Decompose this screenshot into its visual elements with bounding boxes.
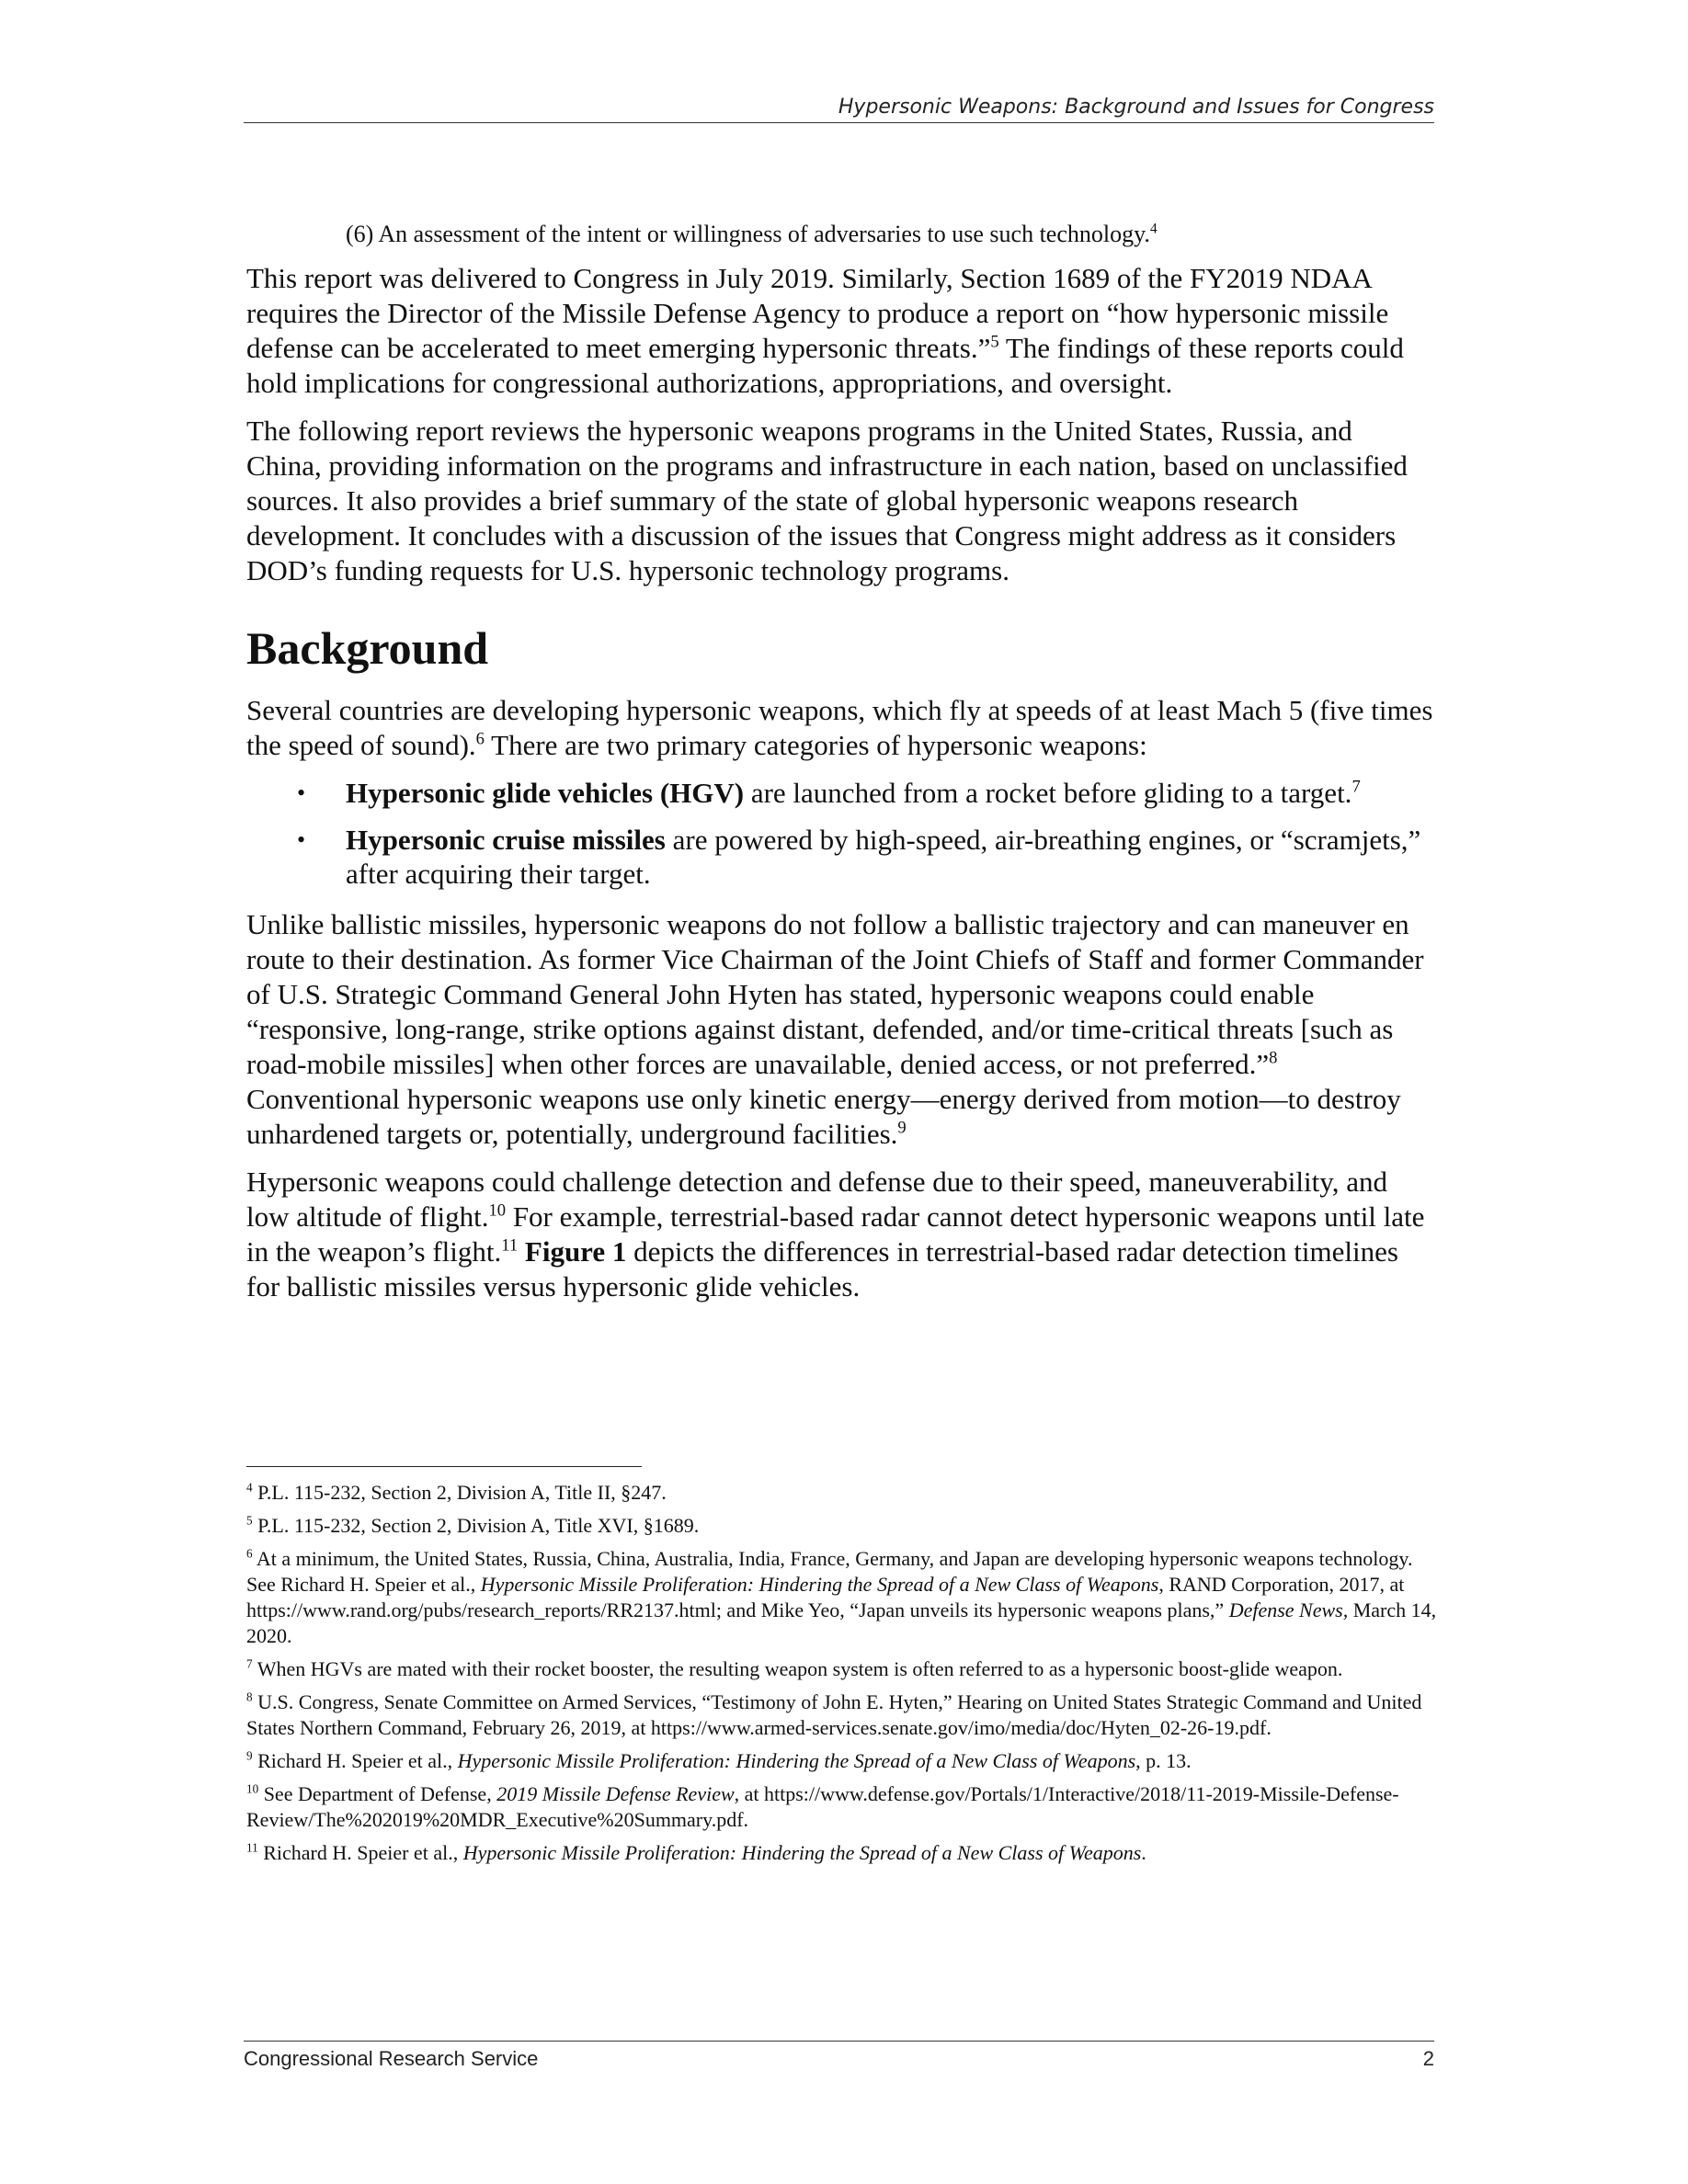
footnote-text: March 14, 2020.	[246, 1598, 1437, 1647]
paragraph-4-text-a: Unlike ballistic missiles, hypersonic weapons do not follow a ballistic trajectory and can maneuver en route to their destination. As former Vice Chairman of the Joint Chiefs of Staff and former Commander of U.S. Strategic Command General John Hyten has stated, hypersonic weapons could enable “responsive, long-range, strike options against distant, defended, and/or time-critical threats [such as road-mobile missiles] when other forces are unavailable, denied access, or not preferred.”	[246, 908, 1424, 1080]
footnote-number: 11	[246, 1840, 258, 1855]
footnote-ref[interactable]: 7	[1352, 777, 1361, 797]
footnote-number: 8	[246, 1689, 253, 1704]
paragraph-1-text-b: The findings of these reports could hold implications for congressional authorizations, appropriations, and oversight.	[246, 332, 1404, 399]
paragraph-4-text-b: Conventional hypersonic weapons use only kinetic energy—energy derived from motion—to destroy unhardened targets or, potentially, underground facilities.	[246, 1083, 1401, 1150]
footnote-number: 7	[246, 1656, 253, 1671]
footnote-text: , p. 13.	[1135, 1749, 1192, 1772]
paragraph-3-text-b: There are two primary categories of hypersonic weapons:	[484, 729, 1147, 761]
footnote-ref[interactable]: 9	[897, 1118, 907, 1138]
footnote-citation-title: Defense News,	[1228, 1598, 1349, 1621]
footnote-ref[interactable]: 8	[1269, 1048, 1278, 1068]
footnote-text: P.L. 115-232, Section 2, Division A, Title XVI, §1689.	[257, 1514, 700, 1537]
footnote-citation-title: Hypersonic Missile Proliferation: Hindering the Spread of a New Class of Weapons	[457, 1749, 1136, 1772]
list-item-6-text: (6) An assessment of the intent or willingness of adversaries to use such technology.	[346, 221, 1150, 247]
footnote-citation-title: Hypersonic Missile Proliferation: Hindering the Spread of a New Class of Weapons	[480, 1573, 1159, 1596]
footnote-citation-title: Hypersonic Missile Proliferation: Hindering the Spread of a New Class of Weapons	[462, 1841, 1142, 1864]
footnote-divider	[246, 1466, 642, 1467]
paragraph-5-text-b: For example, terrestrial-based radar cannot detect hypersonic weapons until late in the weapon’s flight.	[246, 1200, 1425, 1268]
body-text	[246, 221, 1434, 1317]
footnote-text: U.S. Congress, Senate Committee on Armed Services, “Testimony of John E. Hyten,” Hearing on United States Strategic Command and United States Northern Command, February 26, 2019, at https://www.armed-services.senate.gov/imo/media/doc/Hyten_02-26-19.pdf.	[246, 1690, 1422, 1739]
footnote-number: 5	[246, 1513, 253, 1528]
paragraph-1-text-a: This report was delivered to Congress in July 2019. Similarly, Section 1689 of the FY2019 NDAA requires the Director of the Missile Defense Agency to produce a report on “how hypersonic missile defense can be accelerated to meet emerging hypersonic threats.”	[246, 262, 1389, 364]
running-footer	[244, 2041, 1434, 2071]
footnote-ref[interactable]: 5	[990, 332, 999, 352]
footnote-number: 10	[246, 1781, 259, 1796]
footnote-item	[246, 1781, 1437, 1833]
footnote-item	[246, 1656, 1437, 1682]
footnote-text: P.L. 115-232, Section 2, Division A, Title II, §247.	[257, 1481, 667, 1504]
footnote-text: See Department of Defense,	[263, 1782, 497, 1805]
bullet-item-term: Hypersonic glide vehicles (HGV)	[346, 777, 745, 809]
footnote-number: 6	[246, 1546, 253, 1561]
footnote-citation-title: 2019 Missile Defense Review	[496, 1782, 735, 1805]
footnote-text: Richard H. Speier et al.,	[263, 1841, 463, 1864]
paragraph-5-text-c: depicts the differences in terrestrial-based radar detection timelines for ballistic missiles versus hypersonic glide vehicles.	[246, 1235, 1398, 1302]
paragraph-2: The following report reviews the hypersonic weapons programs in the United States, Russia, and China, providing information on the programs and infrastructure in each nation, based on unclassified sources. It also provides a brief summary of the state of global hypersonic weapons research development. It concludes with a discussion of the issues that Congress might address as it considers DOD’s funding requests for U.S. hypersonic technology programs.	[246, 415, 1408, 586]
list-item-6	[246, 221, 1434, 248]
section-heading: Background	[246, 622, 489, 674]
footnote-ref[interactable]: 11	[501, 1235, 519, 1256]
footnote-text: At a minimum, the United States, Russia, China, Australia, India, France, Germany, and Japan are developing hypersonic weapons technology. See Richard H. Speier et al.,	[246, 1547, 1413, 1596]
footnote-item	[246, 1748, 1437, 1774]
footnote-text: Richard H. Speier et al.,	[257, 1749, 458, 1772]
footnote-number: 4	[246, 1480, 253, 1495]
footer-publisher: Congressional Research Service	[244, 2047, 539, 2070]
paragraph-1	[246, 261, 1434, 401]
footnote-number: 9	[246, 1748, 253, 1763]
bullet-item-text: are launched from a rocket before gliding to a target.	[744, 777, 1352, 809]
footnote-text: , RAND Corporation, 2017, at https://www.rand.org/pubs/research_reports/RR2137.html; and Mike Yeo, “Japan unveils its hypersonic weapons plans,”	[246, 1573, 1405, 1621]
running-header-title: Hypersonic Weapons: Background and Issues for Congress	[838, 96, 1434, 119]
footnote-item	[246, 1480, 1437, 1506]
bullet-item-text: are powered by high-speed, air-breathing engines, or “scramjets,” after acquiring their target.	[346, 824, 1421, 890]
figure-reference-link[interactable]: Figure 1	[524, 1235, 627, 1268]
paragraph-4	[246, 907, 1434, 1152]
running-header	[244, 96, 1434, 123]
footnote-item	[246, 1513, 1437, 1539]
paragraph-5	[246, 1165, 1434, 1304]
paragraph-3-text-a: Several countries are developing hypersonic weapons, which fly at speeds of at least Mach 5 (five times the speed of sound).	[246, 694, 1433, 761]
footnote-text: .	[1141, 1841, 1146, 1864]
footnotes	[246, 1480, 1437, 1873]
paragraph-5-text-a: Hypersonic weapons could challenge detection and defense due to their speed, maneuverability, and low altitude of flight.	[246, 1166, 1387, 1233]
bullet-list	[246, 776, 1434, 891]
bullet-icon: •	[297, 779, 306, 806]
bullet-item	[246, 823, 1434, 891]
footnote-text: When HGVs are mated with their rocket booster, the resulting weapon system is often referred to as a hypersonic boost-glide weapon.	[257, 1657, 1343, 1680]
footnote-ref[interactable]: 6	[475, 729, 485, 749]
footnote-item	[246, 1840, 1437, 1866]
footnote-item	[246, 1689, 1437, 1741]
bullet-item	[246, 776, 1434, 810]
page-number: 2	[1422, 2047, 1434, 2070]
bullet-item-term: Hypersonic cruise missiles	[346, 824, 666, 856]
footnote-text: , at https://www.defense.gov/Portals/1/Interactive/2018/11-2019-Missile-Defense-Review/The%202019%20MDR_Executive%20Summary.pdf.	[246, 1782, 1399, 1831]
footnote-ref[interactable]: 4	[1149, 221, 1158, 237]
bullet-icon: •	[297, 826, 306, 853]
footnote-item	[246, 1546, 1437, 1649]
footnote-ref[interactable]: 10	[488, 1200, 507, 1221]
paragraph-3	[246, 693, 1434, 763]
